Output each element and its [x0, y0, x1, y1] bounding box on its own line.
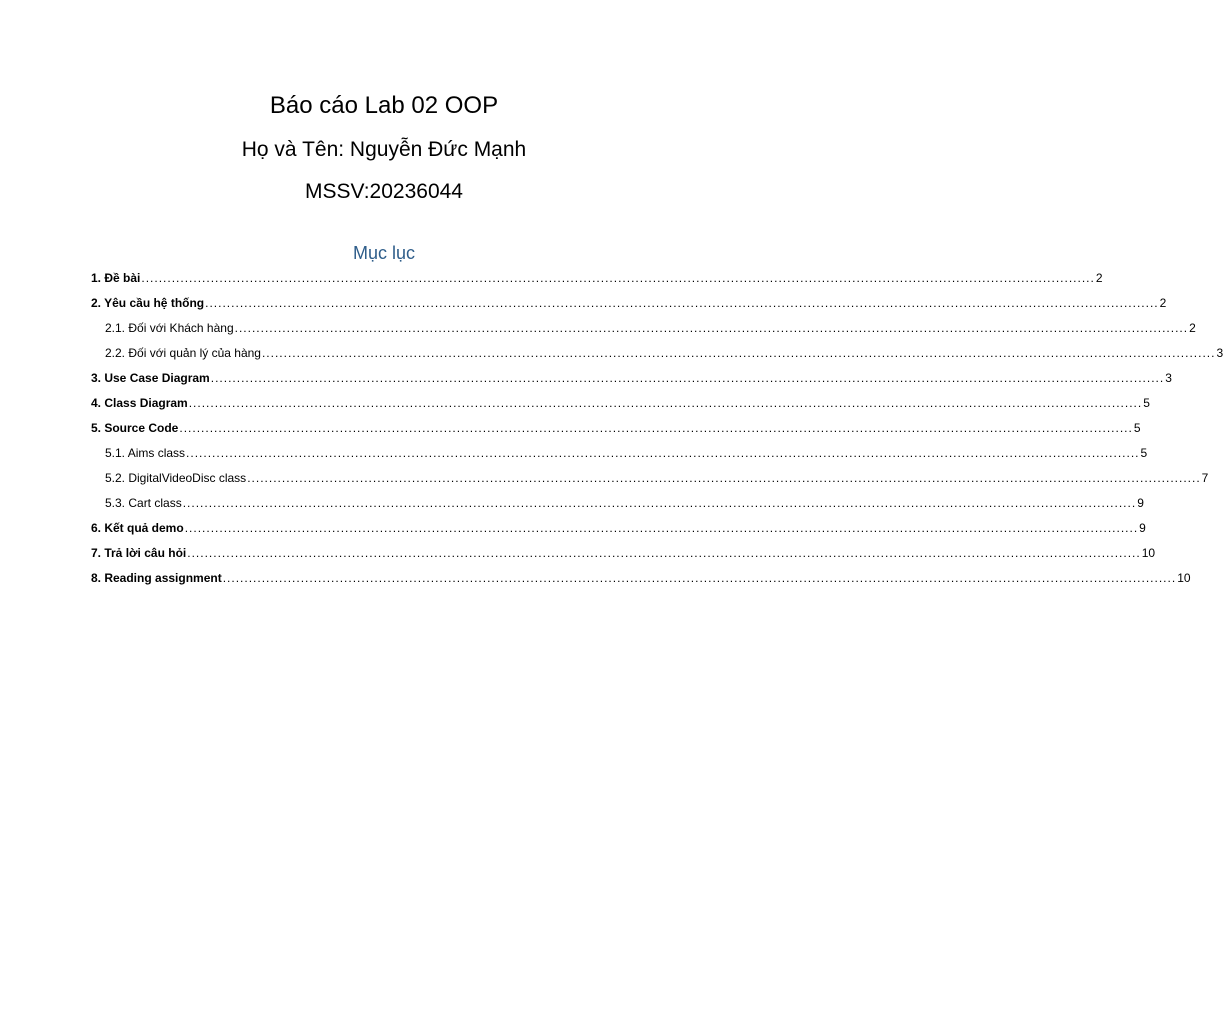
toc-entry[interactable] — [91, 343, 1223, 368]
toc-entry-page-number: 9 — [1139, 521, 1146, 535]
toc-dot-leader: ............................................................................................................................................................................................................................ — [234, 321, 1189, 335]
toc-entry-label: 1. Đề bài — [91, 271, 141, 285]
toc-heading: Mục lục — [352, 243, 415, 263]
toc-dot-leader: ............................................................................................................................................................................................................................ — [188, 396, 1143, 410]
toc-dot-leader: ............................................................................................................................................................................................................................ — [205, 296, 1159, 310]
toc-entry-page-number: 2 — [1159, 296, 1167, 310]
report-title: Báo cáo Lab 02 OOP — [269, 92, 499, 119]
toc-entry-page-number: 3 — [1216, 346, 1223, 360]
toc-entry[interactable] — [91, 493, 1144, 518]
toc-entry-label: 5.1. Aims class — [105, 446, 186, 460]
toc-entry-page-number: 10 — [1177, 571, 1191, 585]
toc-entry-label: 7. Trả lời câu hỏi — [91, 546, 187, 560]
toc-dot-leader: ............................................................................................................................................................................................................................ — [247, 471, 1201, 485]
toc-entry[interactable] — [91, 468, 1209, 493]
student-name: Họ và Tên: Nguyễn Đức Mạnh — [241, 138, 527, 161]
toc-dot-leader: ............................................................................................................................................................................................................................ — [141, 271, 1095, 285]
table-of-contents — [91, 268, 1223, 593]
toc-dot-leader: ............................................................................................................................................................................................................................ — [184, 521, 1139, 535]
toc-entry[interactable] — [91, 393, 1150, 418]
toc-dot-leader: ............................................................................................................................................................................................................................ — [182, 496, 1137, 510]
toc-entry[interactable] — [91, 518, 1146, 543]
toc-entry-label: 2.2. Đối với quản lý của hàng — [105, 346, 261, 360]
toc-dot-leader: ............................................................................................................................................................................................................................ — [261, 346, 1216, 360]
toc-entry-page-number: 2 — [1189, 321, 1196, 335]
toc-entry-label: 2. Yêu cầu hệ thống — [91, 296, 205, 310]
toc-entry-page-number: 5 — [1133, 421, 1141, 435]
toc-entry[interactable] — [91, 268, 1103, 293]
toc-entry[interactable] — [91, 293, 1167, 318]
toc-entry-page-number: 5 — [1143, 396, 1150, 410]
toc-entry-page-number: 3 — [1165, 371, 1172, 385]
toc-entry-label: 3. Use Case Diagram — [91, 371, 210, 385]
toc-entry-page-number: 9 — [1137, 496, 1144, 510]
toc-entry-page-number: 7 — [1201, 471, 1209, 485]
toc-dot-leader: ............................................................................................................................................................................................................................ — [222, 571, 1177, 585]
toc-entry[interactable] — [91, 318, 1196, 343]
toc-entry-page-number: 10 — [1141, 546, 1156, 560]
toc-entry-page-number: 2 — [1095, 271, 1103, 285]
toc-entry-label: 2.1. Đối với Khách hàng — [105, 321, 234, 335]
student-id: MSSV:20236044 — [304, 180, 463, 203]
toc-entry-label: 6. Kết quả demo — [91, 521, 184, 535]
toc-entry[interactable] — [91, 443, 1148, 468]
toc-entry[interactable] — [91, 568, 1191, 593]
toc-dot-leader: ............................................................................................................................................................................................................................ — [179, 421, 1133, 435]
toc-entry-page-number: 5 — [1140, 446, 1148, 460]
toc-entry[interactable] — [91, 368, 1172, 393]
toc-entry-label: 5.2. DigitalVideoDisc class — [105, 471, 247, 485]
toc-entry-label: 5.3. Cart class — [105, 496, 182, 510]
toc-entry-label: 8. Reading assignment — [91, 571, 222, 585]
toc-dot-leader: ............................................................................................................................................................................................................................ — [187, 546, 1141, 560]
toc-entry[interactable] — [91, 543, 1156, 568]
toc-entry[interactable] — [91, 418, 1141, 443]
toc-entry-label: 5. Source Code — [91, 421, 179, 435]
toc-dot-leader: ............................................................................................................................................................................................................................ — [210, 371, 1165, 385]
toc-dot-leader: ............................................................................................................................................................................................................................ — [186, 446, 1140, 460]
toc-entry-label: 4. Class Diagram — [91, 396, 188, 410]
